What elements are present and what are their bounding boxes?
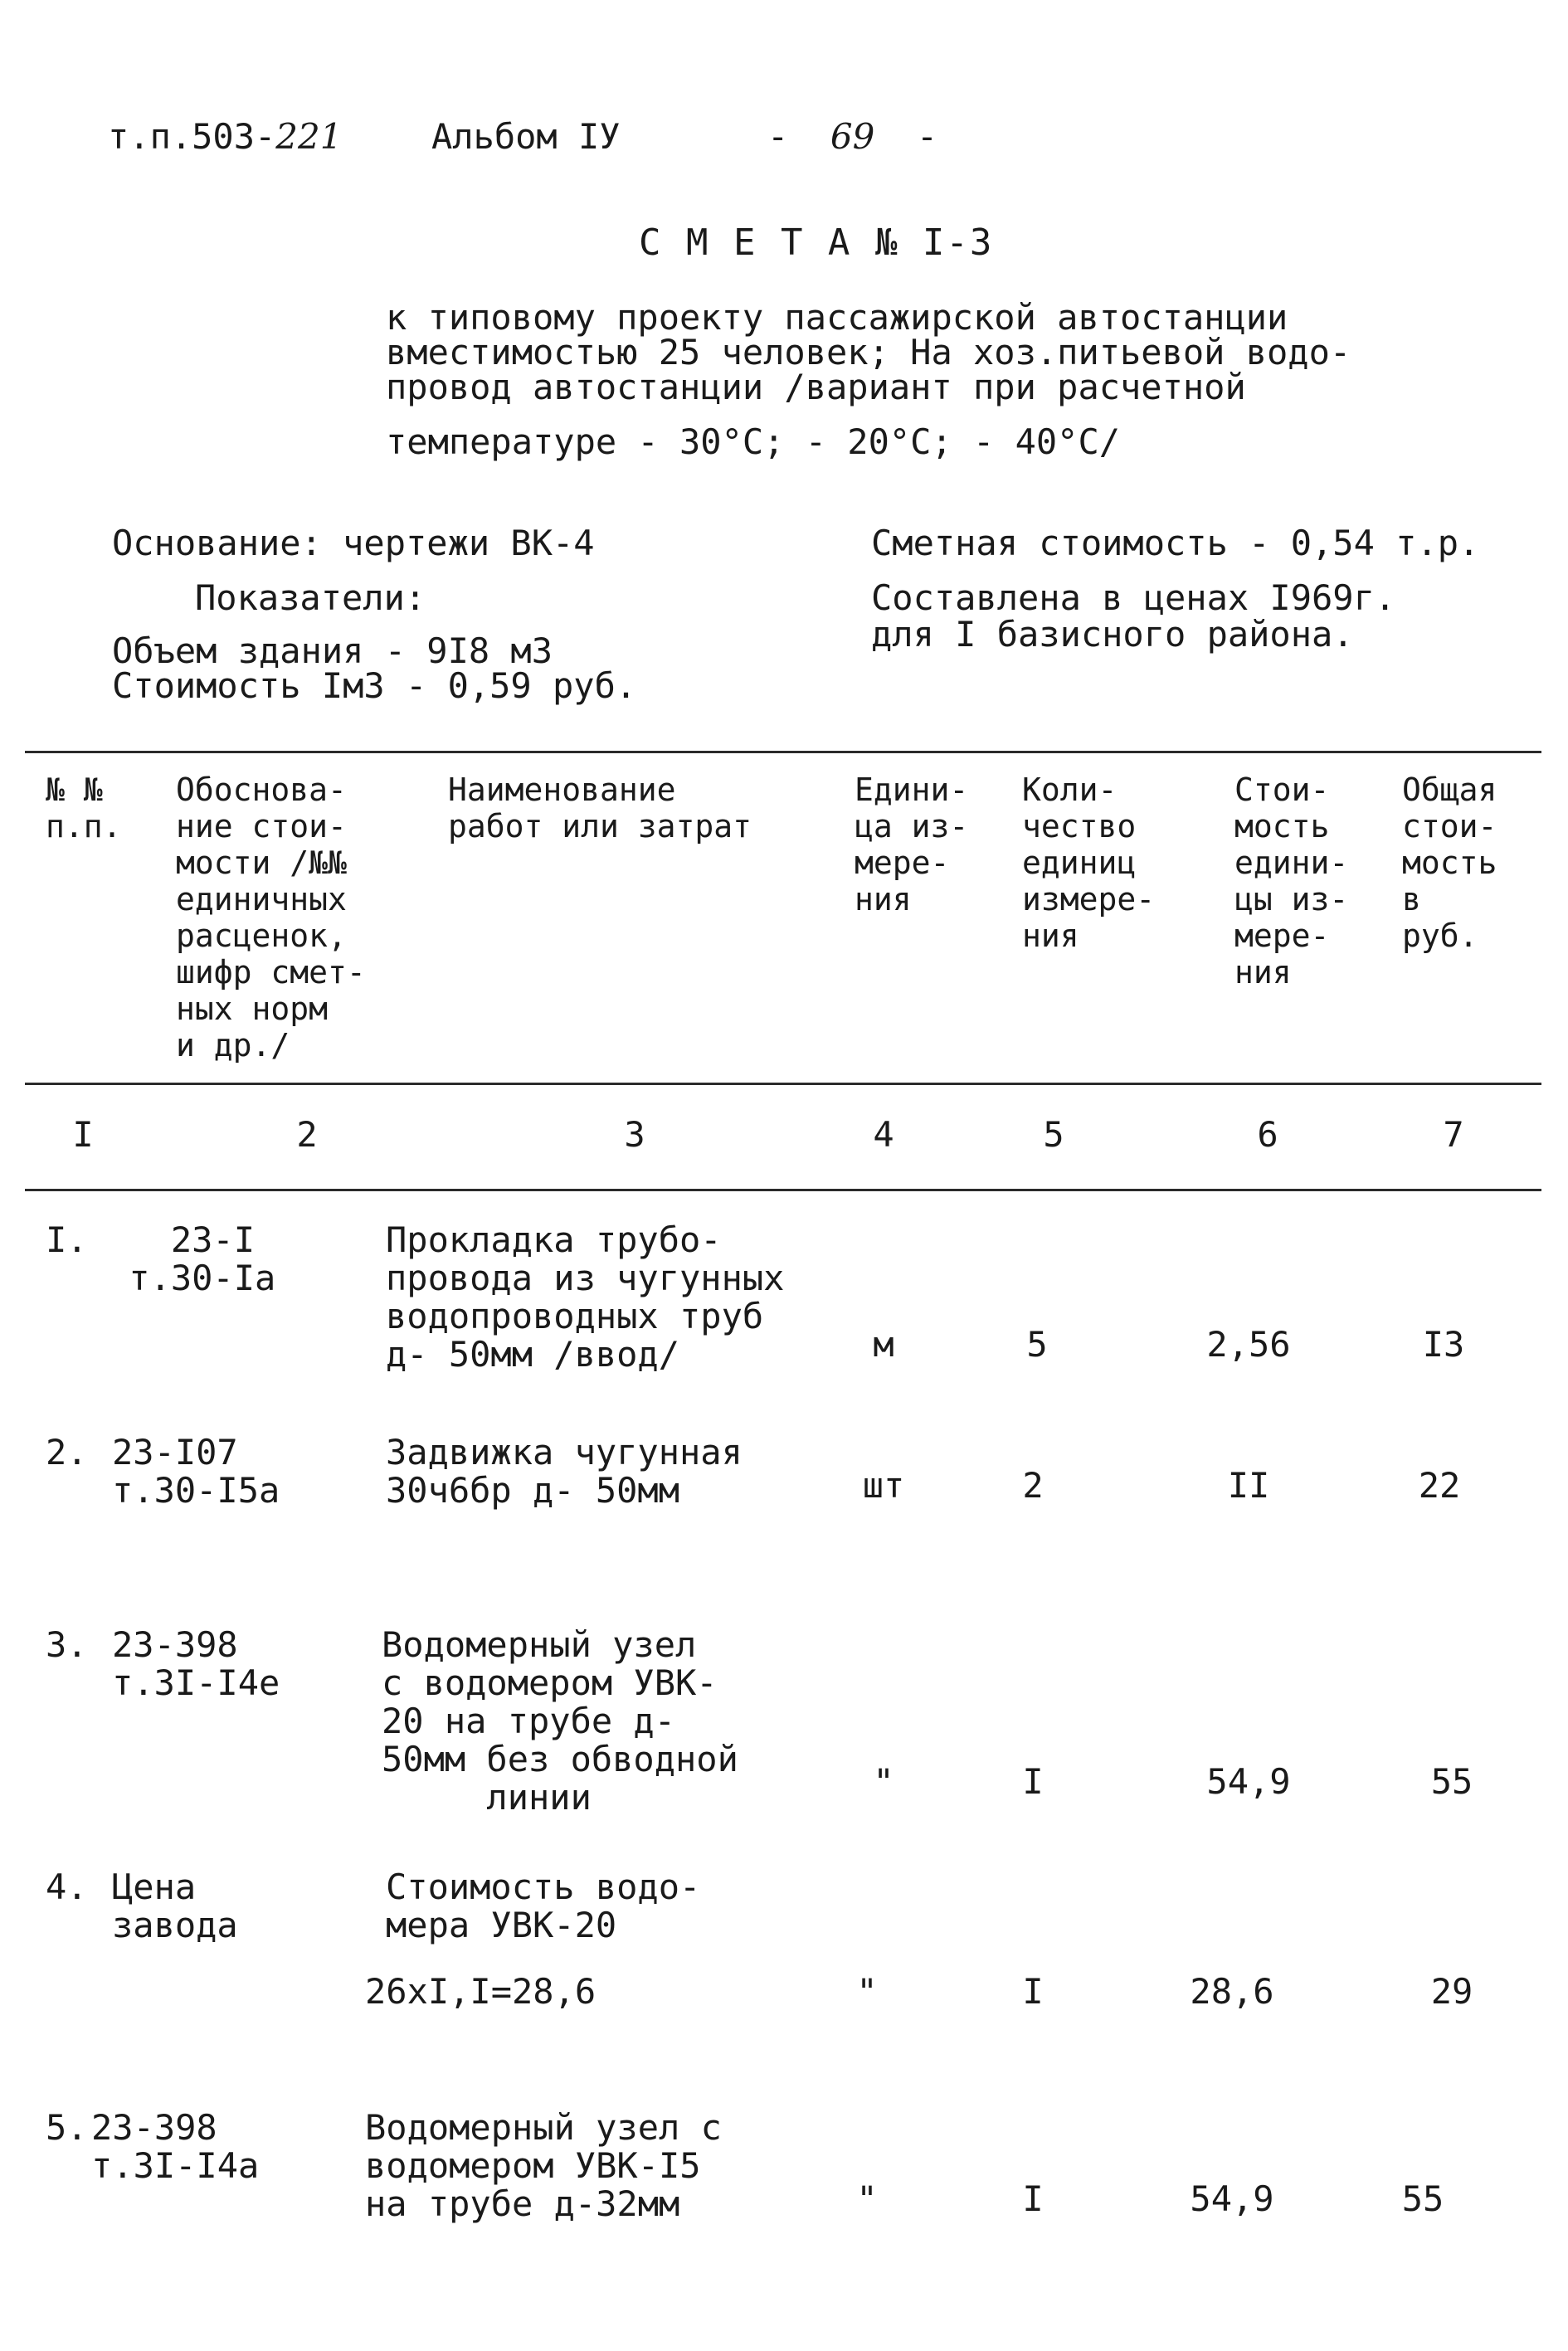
header-total-cost: Общая стои- мость в руб. [1402,771,1497,954]
subtitle-line-4: температуре - 30°С; - 20°С; - 40°С/ [386,421,1121,462]
column-number-4: 4 [873,1114,894,1155]
row-basis: Цена завода [112,1867,238,1945]
row-name: Стоимость водо- мера УВК-20 [386,1867,701,1945]
row-basis: 23-I т.30-Iа [129,1219,276,1298]
subtitle-line-1: к типовому проекту пассажирской автостанции [386,297,1288,338]
header-basis: Обоснова- ние стои- мости /№№ единичных расценок, шифр смет- ных норм и др./ [176,771,366,1064]
row-unit-price: II [1227,1465,1270,1506]
prices-line-2: для I базисного района. [871,614,1354,655]
row-number: 4. [46,1867,88,1907]
header-number: № № п.п. [46,771,122,845]
header-quantity: Коли- чество единиц измере- ния [1022,771,1156,954]
row-unit-price: 54,9 [1190,2178,1274,2219]
row-number: 5. [46,2107,88,2148]
indicators-label: Показатели: [195,577,426,618]
page-number: - 69 - [767,116,938,157]
row-total: 55 [1401,2178,1444,2219]
row-unit: м [873,1324,894,1365]
row-total: I3 [1422,1324,1465,1365]
subtitle-line-2: вместимостью 25 человек; На хоз.питьевой водо- [386,332,1351,372]
row-calculation: 26хI,I=28,6 [365,1971,597,2012]
row-number: 3. [46,1624,88,1665]
document-title: С М Е Т А № I-3 [639,221,994,264]
row-unit: " [856,2178,878,2219]
column-numbers-rule [25,1189,1541,1191]
column-number-1: I [72,1114,94,1155]
row-quantity: I [1022,1971,1044,2012]
row-unit-price: 54,9 [1206,1761,1291,1802]
row-total: 55 [1430,1761,1473,1802]
column-number-3: 3 [624,1114,645,1155]
row-name: Водомерный узел с водомером УВК-I5 на трубе д-32мм [365,2107,722,2224]
header-unit-cost: Стои- мость едини- цы из- мере- ния [1234,771,1349,991]
row-unit: шт [862,1465,905,1506]
row-basis: 23-398 т.3I-I4а [91,2107,260,2186]
column-number-5: 5 [1043,1114,1064,1155]
row-unit: " [873,1761,894,1802]
row-number: 2. [46,1432,88,1472]
prices-line-1: Составлена в ценах I969г. [871,577,1396,618]
row-unit: " [856,1971,878,2012]
row-quantity: 5 [1026,1324,1048,1365]
row-quantity: I [1022,1761,1044,1802]
header-bottom-rule [25,1083,1541,1085]
row-basis: 23-398 т.3I-I4е [112,1624,280,1703]
row-basis: 23-I07 т.30-I5а [112,1432,280,1511]
cost-per-m3: Стоимость Iм3 - 0,59 руб. [112,665,637,706]
estimated-cost: Сметная стоимость - 0,54 т.р. [871,523,1480,563]
project-code [108,118,342,156]
row-name: Прокладка трубо- провода из чугунных водопроводных труб д- 50мм /ввод/ [386,1219,785,1375]
row-total: 29 [1430,1971,1473,2012]
building-volume: Объем здания - 9I8 м3 [112,630,553,671]
album-label: Альбом IУ [431,116,621,157]
subtitle-line-3: провод автостанции /вариант при расчетной [386,367,1246,407]
page-number-value: 69 [830,116,875,157]
row-quantity: 2 [1022,1465,1044,1506]
row-unit-price: 2,56 [1206,1324,1291,1365]
row-number: I. [46,1219,88,1260]
column-number-2: 2 [296,1114,318,1155]
row-quantity: I [1022,2178,1044,2219]
row-total: 22 [1418,1465,1461,1506]
row-name: Водомерный узел с водомером УВК- 20 на трубе д- 50мм без обводной линии [382,1624,738,1818]
column-number-6: 6 [1257,1114,1278,1155]
header-unit: Едини- ца из- мере- ния [855,771,969,918]
table-top-rule [25,751,1541,753]
header-name: Наименование работ или затрат [448,771,752,845]
column-number-7: 7 [1443,1114,1464,1155]
basis-text: Основание: чертежи ВК-4 [112,523,595,563]
project-code-typed: т.п.503- [108,116,276,157]
row-unit-price: 28,6 [1190,1971,1274,2012]
project-code-handwritten: 221 [275,116,343,157]
row-name: Задвижка чугунная 30ч6бр д- 50мм [386,1432,743,1511]
